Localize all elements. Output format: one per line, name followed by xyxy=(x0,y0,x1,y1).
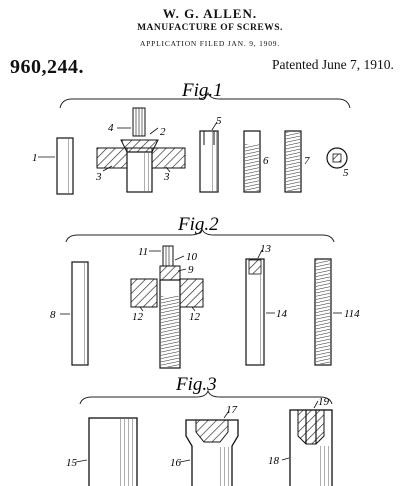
patent-date: Patented June 7, 1910. xyxy=(272,57,394,72)
ref-7: 7 xyxy=(304,155,310,167)
ref-1: 1 xyxy=(32,152,38,164)
fig3-blank xyxy=(89,418,137,486)
fig1-threaded-screw xyxy=(285,131,301,192)
ref-10: 10 xyxy=(186,251,197,263)
ref-4: 4 xyxy=(108,122,114,134)
fig2-blank xyxy=(72,262,88,365)
ref-12b: 12 xyxy=(189,311,200,323)
patent-title: MANUFACTURE OF SCREWS. xyxy=(137,23,283,33)
ref-2: 2 xyxy=(160,126,166,138)
fig2-headed-blank xyxy=(246,259,264,365)
ref-18: 18 xyxy=(268,455,279,467)
patent-number: 960,244. xyxy=(10,56,84,78)
fig2-label: Fig.2 xyxy=(178,214,219,235)
ref-5a: 5 xyxy=(216,115,222,127)
fig1-blank xyxy=(57,138,73,194)
ref-6: 6 xyxy=(263,155,269,167)
ref-13: 13 xyxy=(260,243,271,255)
fig3-label: Fig.3 xyxy=(176,374,217,395)
ref-5b: 5 xyxy=(343,167,349,179)
ref-3a: 3 xyxy=(96,171,102,183)
fig3-socket-screw xyxy=(290,410,332,486)
ref-12a: 12 xyxy=(132,311,143,323)
fig1-label: Fig.1 xyxy=(182,80,223,101)
fig3-headed-blank xyxy=(186,420,238,486)
fig1-partly-threaded xyxy=(244,131,260,192)
ref-9: 9 xyxy=(188,264,194,276)
ref-3b: 3 xyxy=(164,171,170,183)
ref-14: 14 xyxy=(276,308,287,320)
ref-19: 19 xyxy=(318,396,329,408)
ref-11: 11 xyxy=(138,246,149,258)
filing-date: APPLICATION FILED JAN. 9, 1909. xyxy=(139,39,280,48)
fig2-threaded-screw xyxy=(315,259,331,365)
ref-16: 16 xyxy=(170,457,181,469)
ref-15: 15 xyxy=(66,457,77,469)
fig1-end-view xyxy=(327,148,347,168)
fig1-headed-blank xyxy=(200,131,218,192)
inventor-name: W. G. ALLEN. xyxy=(162,6,258,21)
ref-8: 8 xyxy=(50,309,56,321)
fig1-die-assembly xyxy=(97,108,185,192)
ref-114: 114 xyxy=(344,308,360,320)
ref-17: 17 xyxy=(226,404,237,416)
